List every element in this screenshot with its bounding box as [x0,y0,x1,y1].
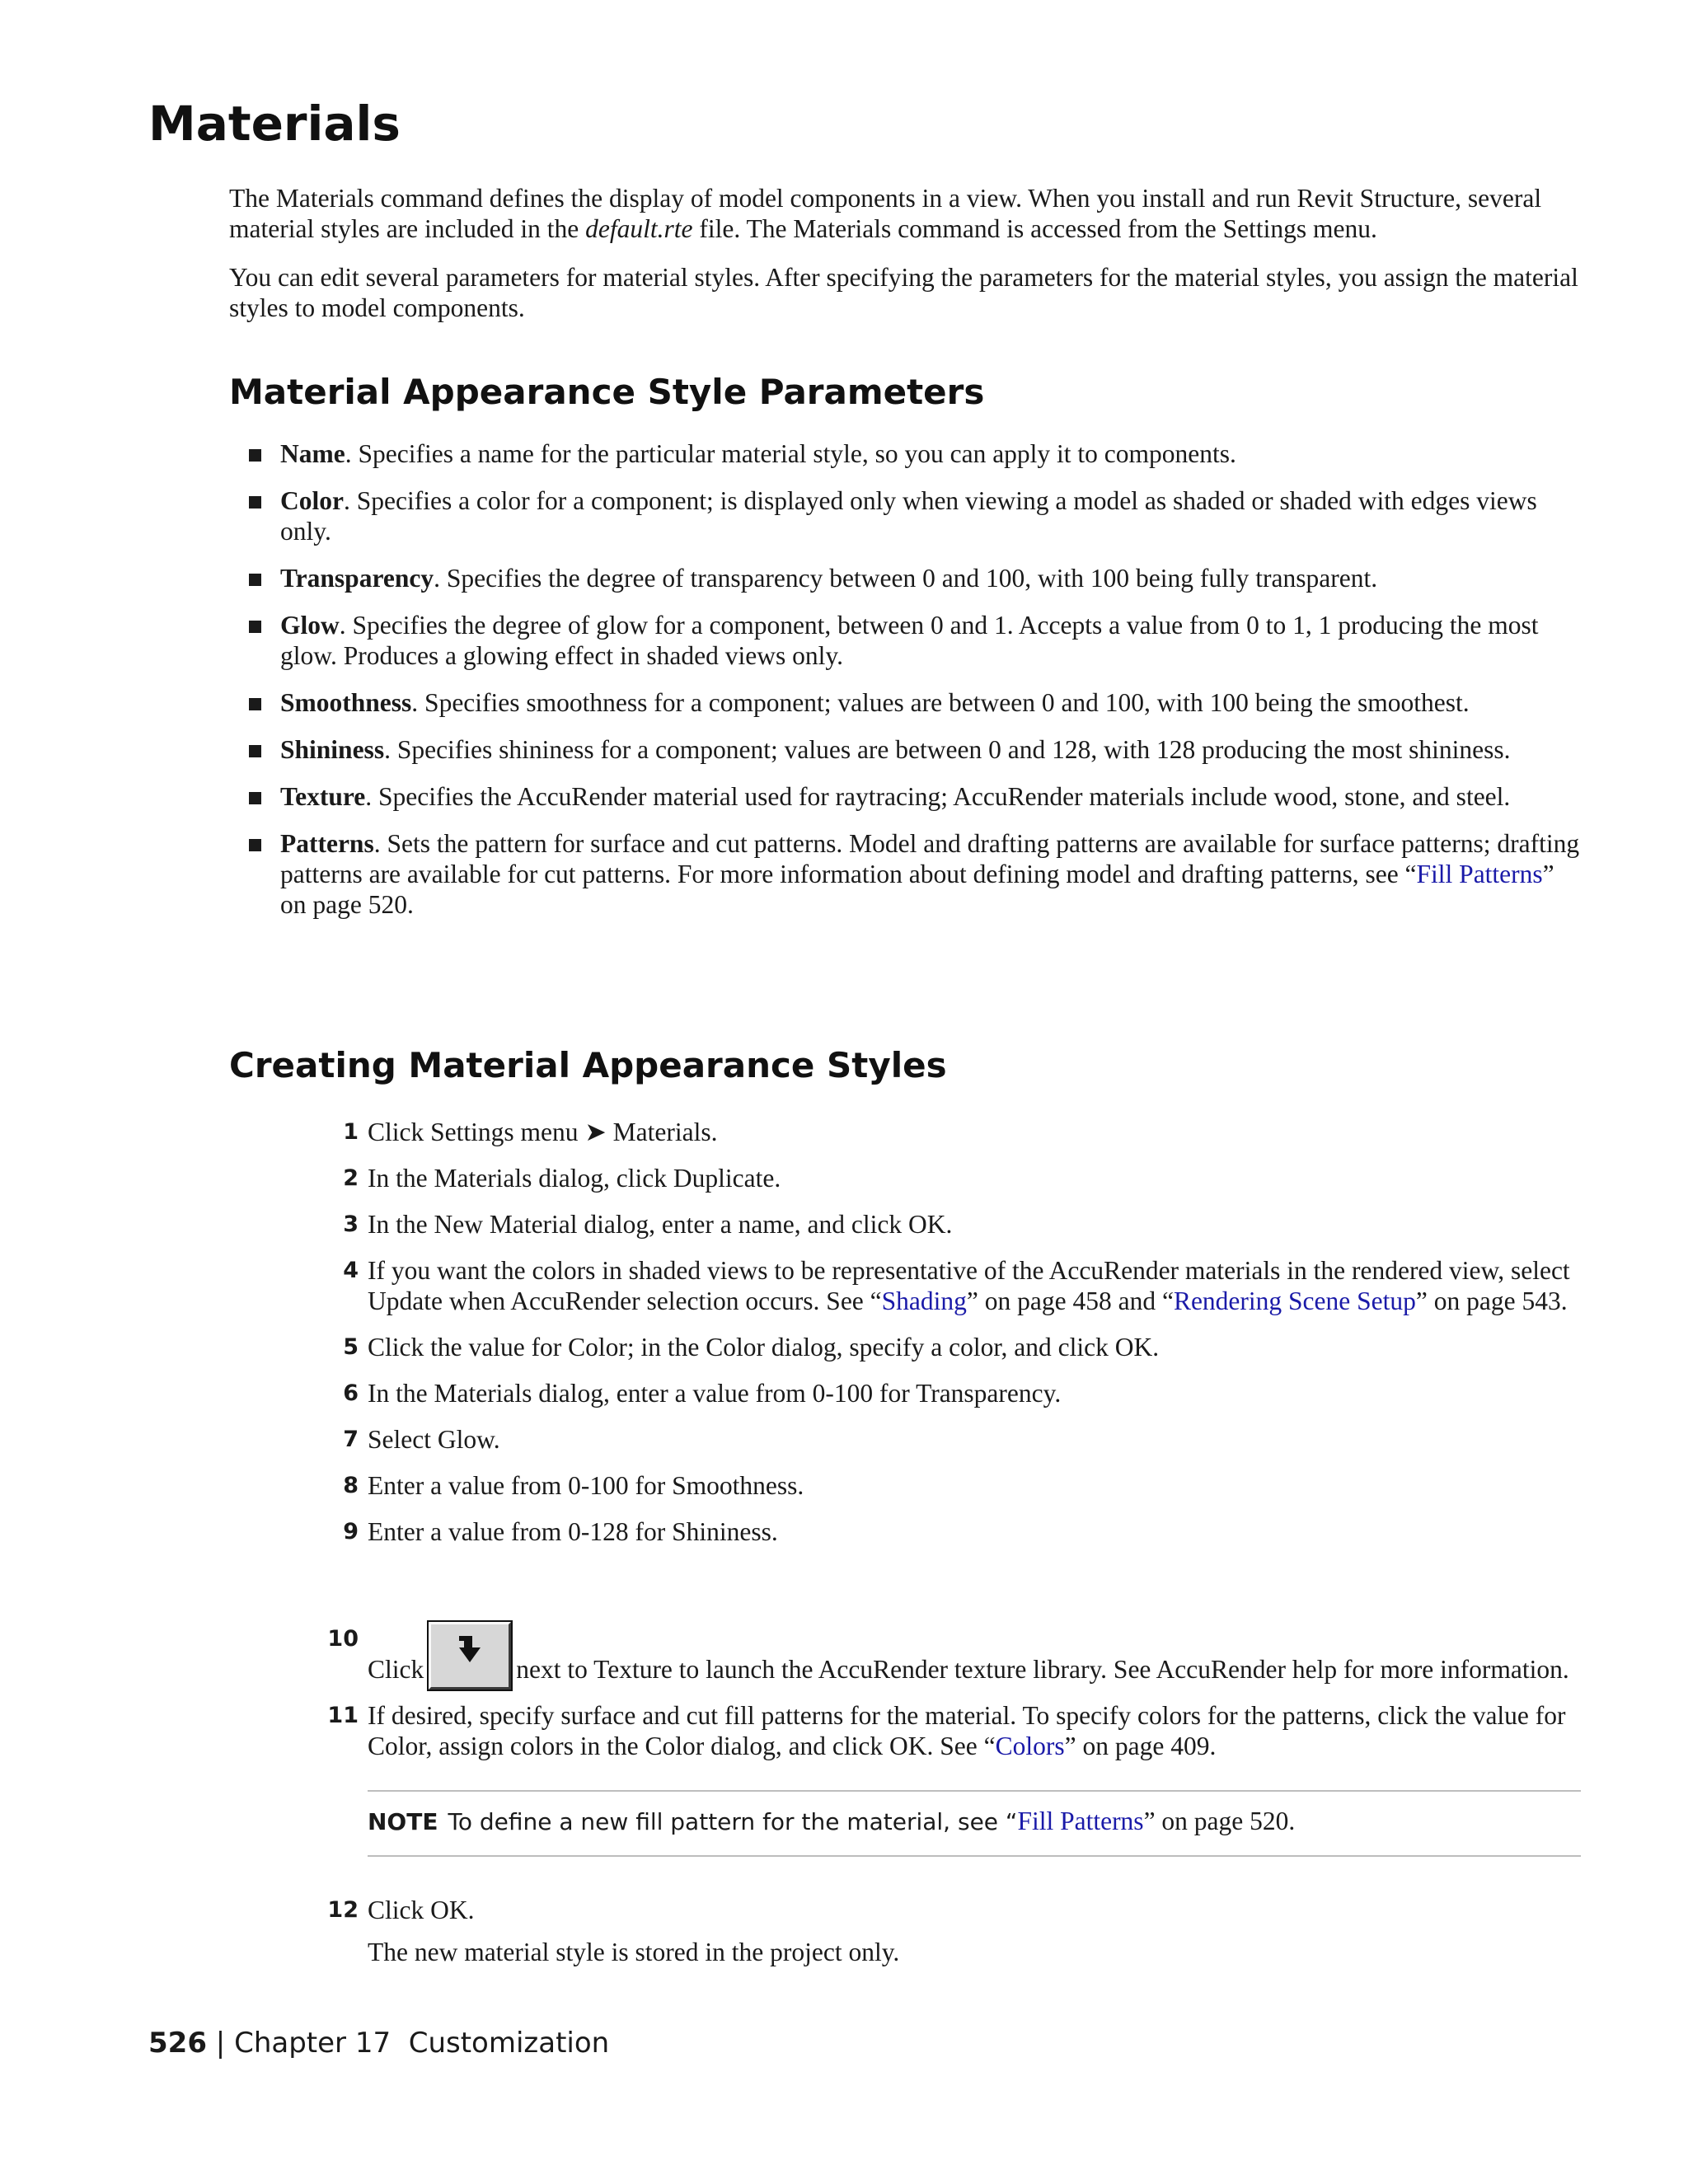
step-item: 8 Enter a value from 0-100 for Smoothness. [343,1471,804,1500]
bullet-square-icon [249,449,261,462]
chapter-title: Customization [408,2027,610,2060]
step-item: 10 Click next to Texture to launch the AccuRender texture library. See AccuRender help for more information. [313,1563,1581,1685]
step-item: 7 Select Glow. [343,1425,500,1454]
list-item: Shininess. Specifies shininess for a component; values are between 0 and 128, with 128 producing the most shininess. [229,734,1581,765]
footer-separator: | [215,2027,226,2060]
list-item: Smoothness. Specifies smoothness for a component; values are between 0 and 100, with 100 being the smoothest. [229,687,1581,718]
bullet-square-icon [249,621,261,633]
list-item: Patterns. Sets the pattern for surface and cut patterns. Model and drafting patterns are available for surface patterns; drafting patterns are available for cut patterns. For more information about defining model and drafting patterns, see “Fill Patterns” on page 520. [229,828,1581,920]
step-item: 9 Enter a value from 0-128 for Shininess. [343,1517,778,1546]
shading-link[interactable]: Shading [881,1286,967,1315]
arrow-down-icon [456,1634,484,1667]
bullet-square-icon [249,698,261,710]
steps-list [313,1117,1581,1777]
bullet-square-icon [249,745,261,757]
page-footer [148,2025,609,2061]
step-item: 4 If you want the colors in shaded views to be representative of the AccuRender materials in the rendered view, select Update when AccuRender selection occurs. See “Shading” on page 458 and “Rendering Scene Setup” on page 543. [343,1256,1570,1315]
note-box: NOTE To define a new fill pattern for the material, see “Fill Patterns” on page 520. [368,1790,1581,1857]
step-item: 2 In the Materials dialog, click Duplicate. [343,1164,781,1193]
step-item: 3 In the New Material dialog, enter a name, and click OK. [343,1210,953,1239]
step-item: 5 Click the value for Color; in the Color dialog, specify a color, and click OK. [343,1333,1160,1361]
section-heading-parameters: Material Appearance Style Parameters [229,372,985,412]
file-name: default.rte [585,214,693,243]
bullet-square-icon [249,792,261,804]
intro-paragraph-2: You can edit several parameters for material styles. After specifying the parameters for the material styles, you assign the material styles to model components. [229,263,1578,322]
note-label: NOTE [368,1808,438,1835]
list-item: Texture. Specifies the AccuRender material used for raytracing; AccuRender materials include wood, stone, and steel. [229,781,1581,812]
fill-patterns-link[interactable]: Fill Patterns [1416,860,1543,888]
list-item: Glow. Specifies the degree of glow for a component, between 0 and 1. Accepts a value from 0 to 1, 1 producing the most glow. Produces a glowing effect in shaded views only. [229,610,1581,671]
list-item: Name. Specifies a name for the particular material style, so you can apply it to components. [229,438,1581,469]
section-heading-creating: Creating Material Appearance Styles [229,1045,947,1085]
steps-list-continued [313,1895,1581,1983]
step-item: 1 Click Settings menu ➤ Materials. [343,1118,718,1146]
step-item: 11 If desired, specify surface and cut fill patterns for the material. To specify colors for the patterns, click the value for Color, assign colors in the Color dialog, and click OK. See “Colors” on page 409. [327,1701,1566,1760]
step-item: 6 In the Materials dialog, enter a value from 0-100 for Transparency. [343,1379,1062,1408]
page-number: 526 [148,2027,207,2060]
page-title: Materials [148,96,401,152]
step-item: 12 Click OK. The new material style is stored in the project only. [313,1895,1581,1967]
step-result: The new material style is stored in the project only. [368,1938,900,1966]
colors-link[interactable]: Colors [995,1732,1065,1760]
parameter-list [229,438,1581,936]
note-fill-patterns-link[interactable]: Fill Patterns [1017,1807,1144,1835]
intro-paragraph-1: The Materials command defines the display of model components in a view. When you install and run Revit Structure, several material styles are included in the default.rte file. The Materials command is accessed from the Settings menu. [229,184,1542,243]
rendering-scene-setup-link[interactable]: Rendering Scene Setup [1173,1286,1416,1315]
list-item: Transparency. Specifies the degree of transparency between 0 and 100, with 100 being fully transparent. [229,563,1581,593]
bullet-square-icon [249,839,261,851]
chapter-label: Chapter 17 [234,2027,392,2060]
bullet-square-icon [249,496,261,509]
list-item: Color. Specifies a color for a component; is displayed only when viewing a model as shaded or shaded with edges views only. [229,485,1581,546]
bullet-square-icon [249,574,261,586]
texture-browse-button[interactable] [429,1622,511,1690]
